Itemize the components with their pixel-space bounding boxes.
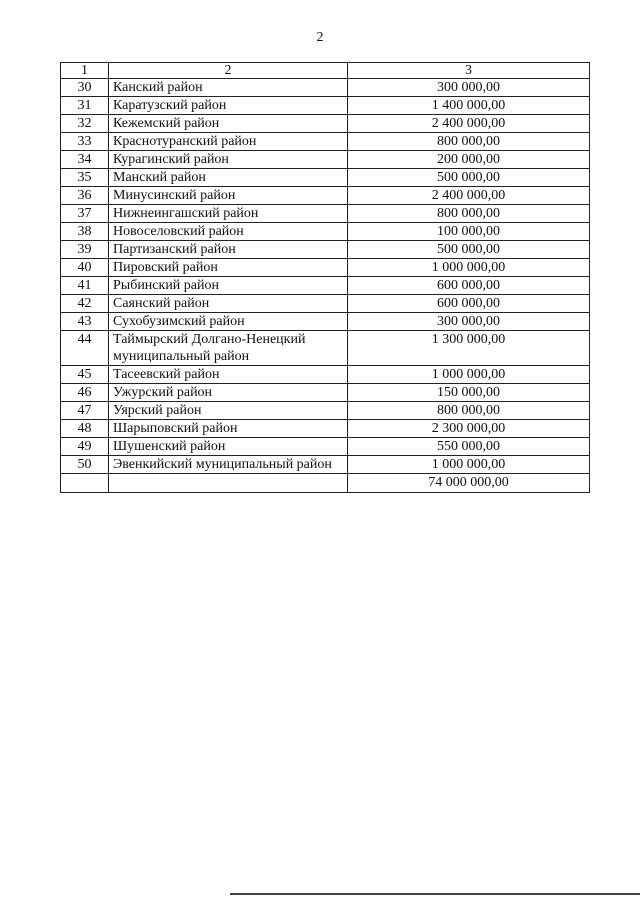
table-total-row bbox=[61, 474, 590, 493]
row-district-name: Курагинский район bbox=[109, 151, 348, 169]
row-district-name: Кежемский район bbox=[109, 115, 348, 133]
row-amount: 300 000,00 bbox=[348, 313, 590, 331]
row-district-name: Краснотуранский район bbox=[109, 133, 348, 151]
table-row bbox=[61, 277, 590, 295]
row-amount: 150 000,00 bbox=[348, 384, 590, 402]
row-number: 40 bbox=[61, 259, 109, 277]
table-row bbox=[61, 79, 590, 97]
row-amount: 300 000,00 bbox=[348, 79, 590, 97]
total-empty-cell bbox=[109, 474, 348, 493]
header-col-2: 2 bbox=[109, 63, 348, 79]
row-amount: 800 000,00 bbox=[348, 402, 590, 420]
row-number: 43 bbox=[61, 313, 109, 331]
row-district-name: Каратузский район bbox=[109, 97, 348, 115]
table-row bbox=[61, 241, 590, 259]
row-amount: 500 000,00 bbox=[348, 241, 590, 259]
row-district-name: Партизанский район bbox=[109, 241, 348, 259]
row-number: 32 bbox=[61, 115, 109, 133]
row-amount: 1 300 000,00 bbox=[348, 331, 590, 366]
table-row bbox=[61, 420, 590, 438]
table-row bbox=[61, 331, 590, 366]
row-number: 45 bbox=[61, 366, 109, 384]
row-number: 50 bbox=[61, 456, 109, 474]
row-number: 34 bbox=[61, 151, 109, 169]
row-amount: 2 300 000,00 bbox=[348, 420, 590, 438]
table-row bbox=[61, 259, 590, 277]
row-number: 36 bbox=[61, 187, 109, 205]
header-col-3: 3 bbox=[348, 63, 590, 79]
row-district-name: Шушенский район bbox=[109, 438, 348, 456]
row-amount: 800 000,00 bbox=[348, 133, 590, 151]
row-amount: 2 400 000,00 bbox=[348, 115, 590, 133]
bottom-rule bbox=[230, 893, 640, 895]
table-row bbox=[61, 438, 590, 456]
row-amount: 600 000,00 bbox=[348, 295, 590, 313]
row-district-name: Новоселовский район bbox=[109, 223, 348, 241]
table-row bbox=[61, 402, 590, 420]
row-number: 47 bbox=[61, 402, 109, 420]
row-number: 49 bbox=[61, 438, 109, 456]
row-amount: 1 000 000,00 bbox=[348, 366, 590, 384]
row-district-name: Сухобузимский район bbox=[109, 313, 348, 331]
row-amount: 200 000,00 bbox=[348, 151, 590, 169]
table-row bbox=[61, 313, 590, 331]
row-number: 48 bbox=[61, 420, 109, 438]
table-row bbox=[61, 384, 590, 402]
row-district-name: Минусинский район bbox=[109, 187, 348, 205]
row-district-name: Тасеевский район bbox=[109, 366, 348, 384]
table-row bbox=[61, 115, 590, 133]
row-number: 35 bbox=[61, 169, 109, 187]
allocation-table bbox=[60, 62, 590, 493]
row-number: 38 bbox=[61, 223, 109, 241]
row-amount: 500 000,00 bbox=[348, 169, 590, 187]
table-row bbox=[61, 295, 590, 313]
table-row bbox=[61, 456, 590, 474]
total-empty-cell bbox=[61, 474, 109, 493]
row-district-name: Манский район bbox=[109, 169, 348, 187]
row-number: 33 bbox=[61, 133, 109, 151]
table-body bbox=[61, 63, 590, 493]
table-row bbox=[61, 169, 590, 187]
row-number: 46 bbox=[61, 384, 109, 402]
row-amount: 550 000,00 bbox=[348, 438, 590, 456]
table-row bbox=[61, 366, 590, 384]
row-amount: 1 000 000,00 bbox=[348, 456, 590, 474]
row-amount: 800 000,00 bbox=[348, 205, 590, 223]
table-row bbox=[61, 97, 590, 115]
row-amount: 600 000,00 bbox=[348, 277, 590, 295]
row-district-name: Эвенкийский муниципальный район bbox=[109, 456, 348, 474]
table-row bbox=[61, 187, 590, 205]
row-amount: 100 000,00 bbox=[348, 223, 590, 241]
row-district-name: Саянский район bbox=[109, 295, 348, 313]
table-row bbox=[61, 205, 590, 223]
row-district-name: Уярский район bbox=[109, 402, 348, 420]
row-district-name: Рыбинский район bbox=[109, 277, 348, 295]
row-number: 41 bbox=[61, 277, 109, 295]
row-number: 31 bbox=[61, 97, 109, 115]
table-row bbox=[61, 223, 590, 241]
total-amount: 74 000 000,00 bbox=[348, 474, 590, 493]
row-number: 37 bbox=[61, 205, 109, 223]
row-number: 42 bbox=[61, 295, 109, 313]
row-amount: 1 000 000,00 bbox=[348, 259, 590, 277]
row-district-name: Ужурский район bbox=[109, 384, 348, 402]
row-district-name: Нижнеингашский район bbox=[109, 205, 348, 223]
page-number: 2 bbox=[316, 30, 324, 45]
table-row bbox=[61, 151, 590, 169]
row-amount: 2 400 000,00 bbox=[348, 187, 590, 205]
row-district-name: Пировский район bbox=[109, 259, 348, 277]
row-number: 39 bbox=[61, 241, 109, 259]
row-district-name: Шарыповский район bbox=[109, 420, 348, 438]
row-number: 44 bbox=[61, 331, 109, 366]
table-row bbox=[61, 133, 590, 151]
row-number: 30 bbox=[61, 79, 109, 97]
header-col-1: 1 bbox=[61, 63, 109, 79]
table-header-row bbox=[61, 63, 590, 79]
row-district-name: Канский район bbox=[109, 79, 348, 97]
row-amount: 1 400 000,00 bbox=[348, 97, 590, 115]
row-district-name: Таймырский Долгано-Ненецкий муниципальный район bbox=[109, 331, 348, 366]
